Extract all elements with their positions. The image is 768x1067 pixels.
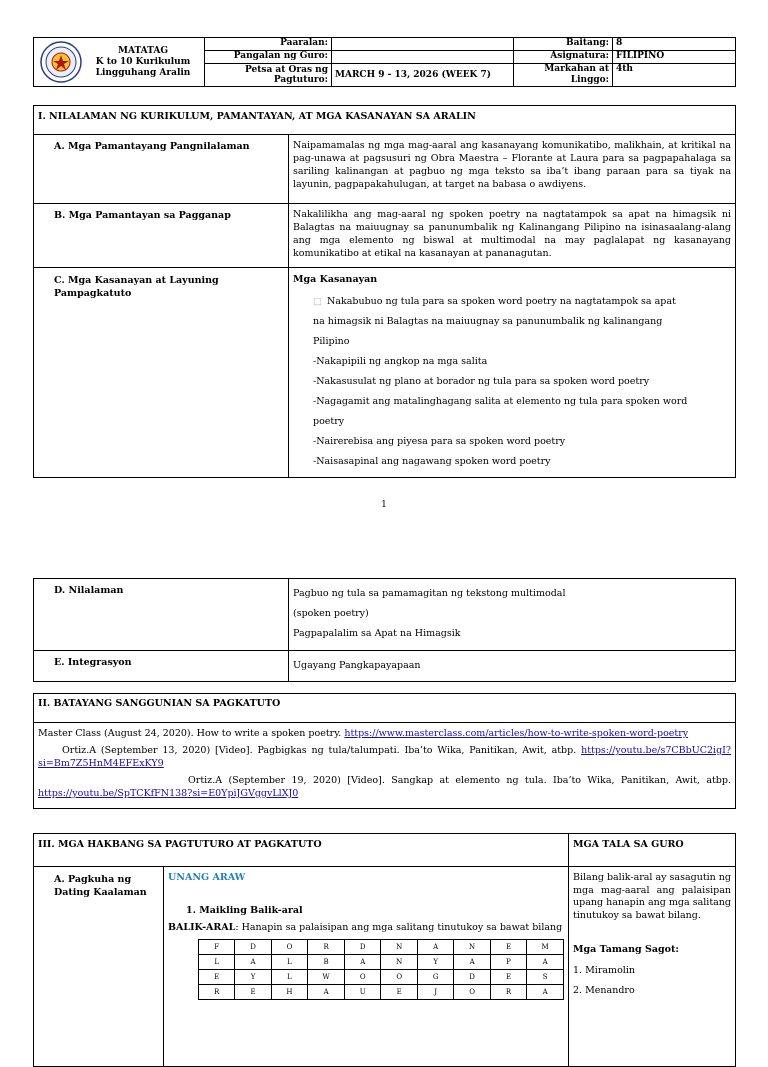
kasanayan-item: □ Nakabubuo ng tula para sa spoken word poetry na nagtatampok sa apat: [313, 296, 676, 307]
petsa-label: Petsa at Oras ng Pagtuturo:: [205, 64, 332, 87]
markahan-value: 4th: [613, 64, 736, 87]
paaralan-value: [332, 38, 514, 51]
pamantayan-pagganap-text: Nakalilikha ang mag-aaral ng spoken poetry na nagtatampok sa apat na himagsik ni Balagtas na maiuugnay sa panunumbalik ng Kalinangang Pilipino na isinasaalang-alang ang mga elemento ng biswal at multimodal na may paglalapat ng kasanayang komunikatibo at etikal na kasanayan at pananagutan.: [289, 204, 736, 268]
baitang-value: 8: [613, 38, 736, 51]
reference-3: Ortiz.A (September 19, 2020) [Video]. Sangkap at elemento ng tula. Iba’to Wika, Panitikan, Awit, atbp. https://youtu.be/SpTCKfFN138?si=E0YpiJGVggvLlXJ0: [38, 775, 731, 799]
grid-cell: A: [454, 955, 491, 970]
grid-cell: A: [417, 940, 453, 955]
logo-cell: [34, 38, 205, 87]
asignatura-value: FILIPINO: [613, 51, 736, 64]
section-sanggunian: [33, 693, 736, 809]
grid-cell: R: [308, 940, 345, 955]
kasanayan-item: poetry: [313, 416, 345, 427]
notes-title: MGA TALA SA GURO: [569, 834, 736, 867]
grid-cell: E: [490, 970, 526, 985]
grid-cell: E: [199, 970, 235, 985]
nilalaman-line: Pagbuo ng tula sa pamamagitan ng tekstong multimodal: [293, 588, 566, 599]
grid-cell: O: [381, 970, 418, 985]
kasanayan-item: -Nakasusulat ng plano at borador ng tula para sa spoken word poetry: [313, 376, 650, 387]
pagkuha-label: A. Pagkuha ng Dating Kaalaman: [34, 867, 164, 1067]
grid-cell: A: [527, 985, 564, 1000]
matatag-line-2: K to 10 Kurikulum: [95, 56, 191, 67]
grid-cell: A: [344, 955, 380, 970]
grid-cell: J: [417, 985, 453, 1000]
reference-1: Master Class (August 24, 2020). How to write a spoken poetry. https://www.masterclass.com/articles/how-to-write-spoken-word-poetry: [38, 728, 689, 739]
grid-cell: Y: [235, 970, 271, 985]
activity-cell: [164, 867, 569, 1067]
section-hakbang: [33, 833, 736, 1067]
markahan-label: Markahan at Linggo:: [514, 64, 613, 87]
grid-cell: N: [381, 955, 418, 970]
grid-cell: O: [271, 940, 308, 955]
teacher-notes: [569, 867, 736, 1067]
grid-cell: M: [527, 940, 564, 955]
baitang-label: Baitang:: [514, 38, 613, 51]
nilalaman-line: Pagpapalalim sa Apat na Himagsik: [293, 628, 461, 639]
section-curriculum: [33, 105, 736, 478]
kasanayan-item: -Nairerebisa ang piyesa para sa spoken word poetry: [313, 436, 566, 447]
grid-cell: R: [490, 985, 526, 1000]
grid-cell: E: [490, 940, 526, 955]
integrasyon-text: Ugayang Pangkapayapaan: [289, 651, 736, 682]
grid-cell: A: [235, 955, 271, 970]
grid-row: [199, 985, 564, 1000]
pamantayan-pagganap-label: B. Mga Pamantayan sa Pagganap: [34, 204, 289, 268]
grid-cell: O: [344, 970, 380, 985]
kasanayan-item: Pilipino: [313, 336, 350, 347]
grid-cell: L: [199, 955, 235, 970]
nilalaman-line: (spoken poetry): [293, 608, 369, 619]
kasanayan-cell: [289, 268, 736, 478]
paaralan-label: Paaralan:: [205, 38, 332, 51]
grid-cell: Y: [417, 955, 453, 970]
matatag-title: [82, 46, 204, 79]
pamantayang-pangnilalaman-text: Naipamamalas ng mga mag-aaral ang kasanayang komunikatibo, malikhain, at kritikal na pag-unawa at pagsusuri ng Obra Maestra – Florante at Laura para sa pagpapahalaga sa sariling kalinangan at pagbuo ng mga teksto sa iba’t ibang paraan para sa tiyak na layunin, pagpapakahulugan, at target na babasa o awdiyens.: [289, 135, 736, 204]
header-table: [33, 37, 736, 87]
grid-cell: A: [527, 955, 564, 970]
answer-item: 1. Miramolin: [573, 964, 635, 976]
grid-cell: D: [454, 970, 491, 985]
references-cell: [34, 723, 736, 809]
grid-cell: N: [381, 940, 418, 955]
answers-title: Mga Tamang Sagot:: [573, 944, 679, 955]
grid-row: [199, 970, 564, 985]
matatag-line-1: MATATAG: [117, 45, 169, 56]
kasanayan-item: -Nakapipili ng angkop na mga salita: [313, 356, 488, 367]
section-3-title: III. MGA HAKBANG SA PAGTUTURO AT PAGKATUTO: [34, 834, 569, 867]
petsa-value: MARCH 9 - 13, 2026 (WEEK 7): [332, 64, 514, 87]
grid-cell: L: [271, 970, 308, 985]
nilalaman-label: D. Nilalaman: [34, 579, 289, 651]
grid-cell: O: [454, 985, 491, 1000]
reference-2-link[interactable]: https://youtu.be/s7CBbUC2igI?si=Bm7Z5HnM4EFExKY9: [38, 745, 731, 769]
kasanayan-label: C. Mga Kasanayan at Layuning Pampagkatuto: [34, 268, 289, 478]
grid-cell: U: [344, 985, 380, 1000]
grid-cell: H: [271, 985, 308, 1000]
kasanayan-item: na himagsik ni Balagtas na maiuugnay sa panunumbalik ng kalinangang: [313, 316, 663, 327]
grid-row: [199, 955, 564, 970]
balik-aral-instruction: BALIK-ARAL: Hanapin sa palaisipan ang mga salitang tinutukoy sa bawat bilang: [168, 922, 563, 933]
grid-cell: R: [199, 985, 235, 1000]
guro-value: [332, 51, 514, 64]
guro-label: Pangalan ng Guro:: [205, 51, 332, 64]
step-title: 1. Maikling Balik-aral: [186, 905, 303, 916]
day-label: UNANG ARAW: [168, 872, 246, 883]
grid-cell: S: [527, 970, 564, 985]
section-1-title: I. NILALAMAN NG KURIKULUM, PAMANTAYAN, AT MGA KASANAYAN SA ARALIN: [34, 106, 736, 135]
kasanayan-title: Mga Kasanayan: [293, 274, 378, 285]
asignatura-label: Asignatura:: [514, 51, 613, 64]
section-2-title: II. BATAYANG SANGGUNIAN SA PAGKATUTO: [34, 694, 736, 723]
section-nilalaman: [33, 578, 736, 682]
grid-cell: L: [271, 955, 308, 970]
grid-cell: A: [308, 985, 345, 1000]
grid-row: [199, 940, 564, 955]
grid-cell: B: [308, 955, 345, 970]
word-search-grid: [198, 939, 564, 1000]
kasanayan-item: -Naisasapinal ang nagawang spoken word poetry: [313, 456, 551, 467]
grid-cell: E: [381, 985, 418, 1000]
pamantayang-pangnilalaman-label: A. Mga Pamantayang Pangnilalaman: [34, 135, 289, 204]
deped-seal-icon: [40, 41, 82, 83]
kasanayan-item: -Nagagamit ang matalinghagang salita at elemento ng tula para spoken word: [313, 396, 688, 407]
grid-cell: W: [308, 970, 345, 985]
reference-1-link[interactable]: https://www.masterclass.com/articles/how-to-write-spoken-word-poetry: [344, 728, 689, 739]
answer-item: 2. Menandro: [573, 985, 635, 996]
grid-cell: P: [490, 955, 526, 970]
notes-text: Bilang balik-aral ay sasagutin ng mga mag-aaral ang palaisipan upang hanapin ang mga salitang tinutukoy sa bawat bilang.: [573, 872, 732, 921]
grid-cell: F: [199, 940, 235, 955]
grid-cell: G: [417, 970, 453, 985]
page-number: 1: [381, 500, 387, 510]
reference-2: Ortiz.A (September 13, 2020) [Video]. Pagbigkas ng tula/talumpati. Iba’to Wika, Panitikan, Awit, atbp. https://youtu.be/s7CBbUC2igI?si=Bm7Z5HnM4EFExKY9: [38, 745, 731, 769]
grid-cell: E: [235, 985, 271, 1000]
nilalaman-cell: [289, 579, 736, 651]
matatag-line-3: Lingguhang Aralin: [95, 67, 191, 78]
grid-cell: D: [344, 940, 380, 955]
grid-cell: N: [454, 940, 491, 955]
reference-3-link[interactable]: https://youtu.be/SpTCKfFN138?si=E0YpiJGVggvLlXJ0: [38, 788, 299, 799]
grid-cell: D: [235, 940, 271, 955]
integrasyon-label: E. Integrasyon: [34, 651, 289, 682]
